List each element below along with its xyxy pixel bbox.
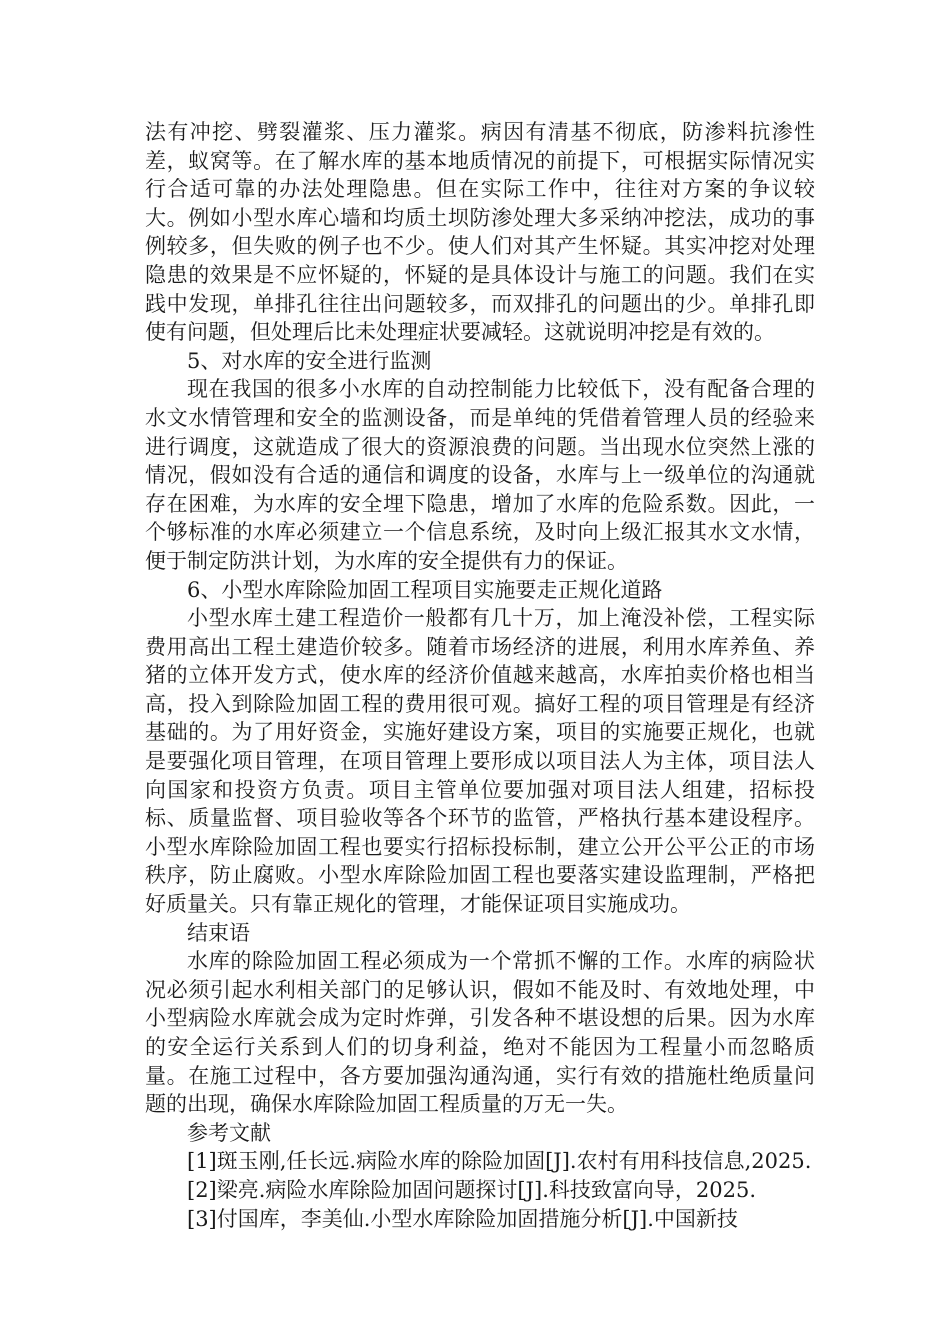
document-body: [145, 118, 815, 1233]
paragraph-standardization: 小型水库土建工程造价一般都有几十万，加上淹没补偿，工程实际费用高出工程土建造价较多。随着市场经济的进展，利用水库养鱼、养猪的立体开发方式，使水库的经济价值越来越高，水库拍卖价格也相当高，投入到除险加固工程的费用很可观。搞好工程的项目管理是有经济基础的。为了用好资金，实施好建设方案，项目的实施要正规化，也就是要强化项目管理，在项目管理上要形成以项目法人为主体，项目法人向国家和投资方负责。项目主管单位要加强对项目法人组建，招标投标、质量监督、项目验收等各个环节的监管，严格执行基本建设程序。小型水库除险加固工程也要实行招标投标制，建立公开公平公正的市场秩序，防止腐败。小型水库除险加固工程也要落实建设监理制，严格把好质量关。只有靠正规化的管理，才能保证项目实施成功。: [145, 606, 815, 917]
reference-item-1: [1]斑玉刚,任长远.病险水库的除险加固[J].农村有用科技信息,2025.: [187, 1149, 812, 1174]
conclusion-heading: 结束语: [187, 920, 250, 945]
section-heading-6: 6、小型水库除险加固工程项目实施要走正规化道路: [187, 577, 663, 602]
section-heading-5: 5、对水库的安全进行监测: [187, 348, 432, 373]
reference-item-2: [2]梁亮.病险水库除险加固问题探讨[J].科技致富向导，2025.: [187, 1177, 757, 1202]
paragraph-conclusion: 水库的除险加固工程必须成为一个常抓不懈的工作。水库的病险状况必须引起水利相关部门的足够认识，假如不能及时、有效地处理，中小型病险水库就会成为定时炸弹，引发各种不堪设想的后果。因为水库的安全运行关系到人们的切身利益，绝对不能因为工程量小而忽略质量。在施工过程中，各方要加强沟通沟通，实行有效的措施杜绝质量问题的出现，确保水库除险加固工程质量的万无一失。: [145, 949, 815, 1117]
references-heading: 参考文献: [187, 1120, 271, 1145]
paragraph-monitoring: 现在我国的很多小水库的自动控制能力比较低下，没有配备合理的水文水情管理和安全的监测设备，而是单纯的凭借着管理人员的经验来进行调度，这就造成了很大的资源浪费的问题。当出现水位突然上涨的情况，假如没有合适的通信和调度的设备，水库与上一级单位的沟通就存在困难，为水库的安全埋下隐患，增加了水库的危险系数。因此，一个够标准的水库必须建立一个信息系统，及时向上级汇报其水文水情，便于制定防洪计划，为水库的安全提供有力的保证。: [145, 377, 815, 573]
reference-item-3: [3]付国库，李美仙.小型水库除险加固措施分析[J].中国新技: [187, 1206, 738, 1231]
paragraph-continuation: 法有冲挖、劈裂灌浆、压力灌浆。病因有清基不彻底，防渗料抗渗性差，蚁窝等。在了解水库的基本地质情况的前提下，可根据实际情况实行合适可靠的办法处理隐患。但在实际工作中，往往对方案的争议较大。例如小型水库心墙和均质土坝防渗处理大多采纳冲挖法，成功的事例较多，但失败的例子也不少。使人们对其产生怀疑。其实冲挖对处理隐患的效果是不应怀疑的，怀疑的是具体设计与施工的问题。我们在实践中发现，单排孔往往出问题较多，而双排孔的问题出的少。单排孔即使有问题，但处理后比未处理症状要减轻。这就说明冲挖是有效的。: [145, 120, 815, 345]
